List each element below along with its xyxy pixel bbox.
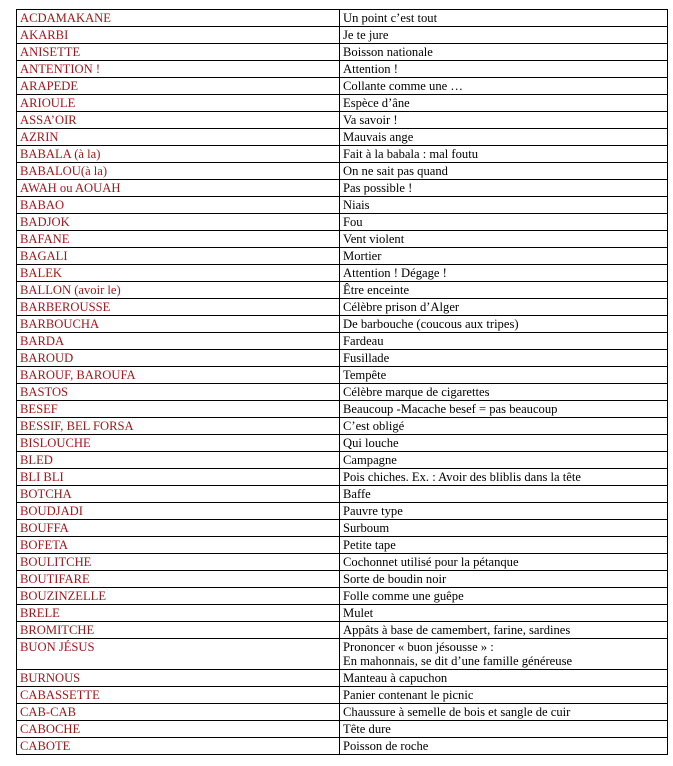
term-cell: BRELE [17,605,340,622]
term-cell: BOUFFA [17,520,340,537]
definition-cell [340,95,668,112]
term-cell: CABOTE [17,738,340,755]
definition-cell [340,27,668,44]
table-row [17,350,668,367]
definition-line: En mahonnais, se dit d’une famille généreuse [343,654,573,668]
table-row [17,27,668,44]
definition-cell [340,350,668,367]
definition-cell [340,670,668,687]
definition-line: Fardeau [343,334,384,348]
table-row [17,265,668,282]
term-cell: BESEF [17,401,340,418]
definition-line: Célèbre prison d’Alger [343,300,460,314]
definition-cell [340,214,668,231]
definition-line: Attention ! Dégage ! [343,266,447,280]
table-row [17,214,668,231]
definition-cell [340,163,668,180]
glossary-table [16,9,668,755]
table-row [17,333,668,350]
term-cell: BAFANE [17,231,340,248]
table-row [17,78,668,95]
table-row [17,129,668,146]
definition-cell [340,316,668,333]
term-cell: BURNOUS [17,670,340,687]
definition-cell [340,78,668,95]
definition-cell [340,571,668,588]
term-cell: ACDAMAKANE [17,10,340,27]
definition-line: C’est obligé [343,419,405,433]
definition-line: Fou [343,215,363,229]
definition-cell [340,588,668,605]
definition-cell [340,452,668,469]
table-row [17,282,668,299]
table-row [17,197,668,214]
table-row [17,146,668,163]
definition-line: Manteau à capuchon [343,671,448,685]
definition-cell [340,622,668,639]
table-row [17,537,668,554]
definition-line: Un point c’est tout [343,11,438,25]
definition-cell [340,537,668,554]
definition-line: De barbouche (coucous aux tripes) [343,317,519,331]
term-cell: AKARBI [17,27,340,44]
definition-line: Collante comme une … [343,79,463,93]
table-row [17,95,668,112]
definition-cell [340,61,668,78]
definition-cell [340,112,668,129]
definition-line: Beaucoup -Macache besef = pas beaucoup [343,402,558,416]
term-cell: BOUZINZELLE [17,588,340,605]
table-row [17,469,668,486]
definition-cell [340,197,668,214]
term-cell: BARBOUCHA [17,316,340,333]
term-cell: BUON JÉSUS [17,639,340,670]
definition-cell [340,299,668,316]
table-row [17,163,668,180]
table-row [17,112,668,129]
definition-line: Pois chiches. Ex. : Avoir des bliblis dans la tête [343,470,581,484]
term-cell: BARDA [17,333,340,350]
term-cell: AZRIN [17,129,340,146]
definition-cell [340,367,668,384]
term-cell: BROMITCHE [17,622,340,639]
term-cell: BALLON (avoir le) [17,282,340,299]
definition-line: Niais [343,198,370,212]
table-row [17,588,668,605]
table-row [17,687,668,704]
table-row [17,605,668,622]
definition-cell [340,231,668,248]
definition-line: Campagne [343,453,397,467]
definition-cell [340,704,668,721]
table-row [17,452,668,469]
table-row [17,435,668,452]
definition-line: Célèbre marque de cigarettes [343,385,490,399]
table-row [17,384,668,401]
table-row [17,44,668,61]
definition-cell [340,554,668,571]
table-row [17,622,668,639]
term-cell: BLI BLI [17,469,340,486]
definition-line: Qui louche [343,436,399,450]
definition-cell [340,180,668,197]
definition-cell [340,384,668,401]
definition-line: Attention ! [343,62,398,76]
definition-line: Pauvre type [343,504,403,518]
definition-line: Va savoir ! [343,113,398,127]
definition-line: Pas possible ! [343,181,413,195]
definition-line: Tempête [343,368,387,382]
term-cell: ARIOULE [17,95,340,112]
definition-line: Tête dure [343,722,391,736]
term-cell: ANTENTION ! [17,61,340,78]
definition-line: Petite tape [343,538,396,552]
term-cell: BOUTIFARE [17,571,340,588]
term-cell: BALEK [17,265,340,282]
table-row [17,639,668,670]
table-row [17,418,668,435]
definition-line: Chaussure à semelle de bois et sangle de cuir [343,705,571,719]
definition-cell [340,418,668,435]
table-row [17,316,668,333]
term-cell: BARBEROUSSE [17,299,340,316]
term-cell: ANISETTE [17,44,340,61]
definition-cell [340,435,668,452]
definition-line: Mortier [343,249,382,263]
table-row [17,704,668,721]
definition-cell [340,44,668,61]
definition-cell [340,605,668,622]
table-row [17,248,668,265]
definition-line: Espèce d’âne [343,96,410,110]
term-cell: CABOCHE [17,721,340,738]
table-row [17,10,668,27]
table-row [17,486,668,503]
term-cell: BABALA (à la) [17,146,340,163]
definition-cell [340,687,668,704]
term-cell: BASTOS [17,384,340,401]
term-cell: ASSA’OIR [17,112,340,129]
definition-line: Je te jure [343,28,389,42]
table-row [17,520,668,537]
definition-line: On ne sait pas quand [343,164,448,178]
definition-cell [340,265,668,282]
definition-line: Baffe [343,487,371,501]
term-cell: BESSIF, BEL FORSA [17,418,340,435]
definition-line: Prononcer « buon jésousse » : [343,640,494,654]
table-row [17,670,668,687]
definition-line: Boisson nationale [343,45,433,59]
term-cell: BABALOU(à la) [17,163,340,180]
definition-cell [340,469,668,486]
term-cell: BOUDJADI [17,503,340,520]
definition-line: Poisson de roche [343,739,429,753]
definition-cell [340,721,668,738]
term-cell: BOTCHA [17,486,340,503]
table-row [17,401,668,418]
term-cell: BABAO [17,197,340,214]
term-cell: ARAPEDE [17,78,340,95]
table-row [17,231,668,248]
definition-cell [340,738,668,755]
definition-line: Mulet [343,606,374,620]
definition-cell [340,639,668,670]
definition-cell [340,520,668,537]
definition-cell [340,10,668,27]
term-cell: CAB-CAB [17,704,340,721]
table-row [17,503,668,520]
table-row [17,299,668,316]
definition-cell [340,248,668,265]
term-cell: AWAH ou AOUAH [17,180,340,197]
table-row [17,61,668,78]
definition-cell [340,486,668,503]
definition-cell [340,401,668,418]
definition-line: Être enceinte [343,283,410,297]
table-row [17,554,668,571]
table-row [17,571,668,588]
term-cell: BISLOUCHE [17,435,340,452]
term-cell: BAROUF, BAROUFA [17,367,340,384]
term-cell: CABASSETTE [17,687,340,704]
definition-cell [340,333,668,350]
glossary-body [17,10,668,755]
definition-line: Fusillade [343,351,390,365]
term-cell: BADJOK [17,214,340,231]
table-row [17,721,668,738]
definition-line: Fait à la babala : mal foutu [343,147,478,161]
term-cell: BLED [17,452,340,469]
definition-line: Cochonnet utilisé pour la pétanque [343,555,519,569]
definition-line: Surboum [343,521,390,535]
definition-cell [340,129,668,146]
definition-cell [340,282,668,299]
table-row [17,180,668,197]
definition-line: Vent violent [343,232,405,246]
term-cell: BOULITCHE [17,554,340,571]
definition-line: Appâts à base de camembert, farine, sardines [343,623,571,637]
definition-line: Mauvais ange [343,130,414,144]
definition-line: Panier contenant le picnic [343,688,474,702]
table-row [17,367,668,384]
table-row [17,738,668,755]
term-cell: BOFETA [17,537,340,554]
term-cell: BAROUD [17,350,340,367]
definition-line: Folle comme une guêpe [343,589,464,603]
term-cell: BAGALI [17,248,340,265]
definition-cell [340,146,668,163]
definition-line: Sorte de boudin noir [343,572,447,586]
definition-cell [340,503,668,520]
